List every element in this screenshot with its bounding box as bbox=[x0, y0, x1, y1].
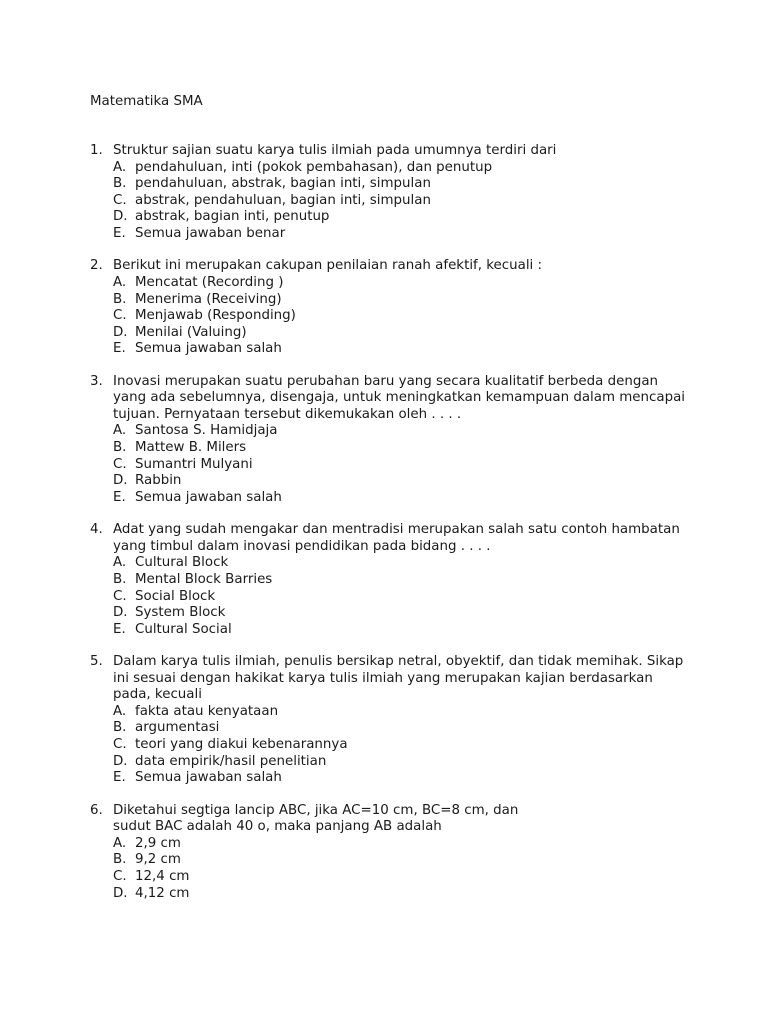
question-number: 4. bbox=[90, 522, 103, 538]
option-d bbox=[113, 325, 690, 342]
option-letter: B. bbox=[113, 852, 127, 868]
option-text: teori yang diakui kebenarannya bbox=[135, 737, 348, 753]
option-e bbox=[113, 490, 690, 507]
option-letter: B. bbox=[113, 720, 127, 736]
question-text bbox=[113, 803, 690, 836]
question-5 bbox=[90, 654, 690, 786]
option-letter: E. bbox=[113, 225, 126, 241]
question-header bbox=[90, 143, 690, 160]
option-letter: C. bbox=[113, 869, 127, 885]
option-c bbox=[113, 589, 690, 606]
option-text: 9,2 cm bbox=[135, 852, 181, 868]
option-list bbox=[90, 836, 690, 902]
question-1 bbox=[90, 143, 690, 242]
option-letter: C. bbox=[113, 456, 127, 472]
option-letter: D. bbox=[113, 605, 128, 621]
option-text: Social Block bbox=[135, 588, 216, 604]
option-letter: E. bbox=[113, 770, 126, 786]
question-text: Inovasi merupakan suatu perubahan baru yang secara kualitatif berbeda dengan yang ada sebelumnya, disengaja, untuk meningkatkan kemampuan dalam mencapai tujuan. Pernyataan tersebut dikemukakan oleh . . . . bbox=[113, 373, 686, 422]
option-text: abstrak, pendahuluan, bagian inti, simpulan bbox=[135, 192, 431, 208]
option-text: pendahuluan, abstrak, bagian inti, simpulan bbox=[135, 176, 431, 192]
option-a bbox=[113, 160, 690, 177]
question-3 bbox=[90, 374, 690, 506]
option-letter: B. bbox=[113, 176, 127, 192]
option-letter: B. bbox=[113, 440, 127, 456]
option-letter: C. bbox=[113, 308, 127, 324]
option-text: Sumantri Mulyani bbox=[135, 456, 253, 472]
option-letter: D. bbox=[113, 753, 128, 769]
option-text: System Block bbox=[135, 605, 226, 621]
option-b bbox=[113, 572, 690, 589]
option-letter: E. bbox=[113, 621, 126, 637]
option-letter: D. bbox=[113, 209, 128, 225]
option-text: Cultural Social bbox=[135, 621, 232, 637]
option-letter: D. bbox=[113, 473, 128, 489]
question-text-line: Diketahui segtiga lancip ABC, jika AC=10 cm, BC=8 cm, dan bbox=[113, 802, 519, 818]
question-text: Dalam karya tulis ilmiah, penulis bersikap netral, obyektif, dan tidak memihak. Sikap ini sesuai dengan hakikat karya tulis ilmiah yang merupakan kajian berdasarkan pada, kecuali bbox=[113, 654, 684, 703]
option-c bbox=[113, 457, 690, 474]
option-text: Mattew B. Milers bbox=[135, 440, 247, 456]
option-a bbox=[113, 275, 690, 292]
option-text: Menjawab (Responding) bbox=[135, 308, 296, 324]
document-title: Matematika SMA bbox=[90, 94, 203, 109]
option-a bbox=[113, 704, 690, 721]
option-text: abstrak, bagian inti, penutup bbox=[135, 209, 330, 225]
question-text: Adat yang sudah mengakar dan mentradisi merupakan salah satu contoh hambatan yang timbul dalam inovasi pendidikan pada bidang . . . . bbox=[113, 522, 680, 554]
question-header bbox=[90, 258, 690, 275]
option-letter: A. bbox=[113, 274, 127, 290]
option-text: Menilai (Valuing) bbox=[135, 324, 247, 340]
option-d bbox=[113, 754, 690, 771]
option-a bbox=[113, 423, 690, 440]
question-number: 5. bbox=[90, 654, 103, 670]
option-list bbox=[90, 160, 690, 243]
option-letter: A. bbox=[113, 159, 127, 175]
option-letter: B. bbox=[113, 291, 127, 307]
option-letter: A. bbox=[113, 835, 127, 851]
question-text-line: sudut BAC adalah 40 o, maka panjang AB adalah bbox=[113, 819, 442, 835]
document-page bbox=[90, 93, 690, 918]
option-letter: A. bbox=[113, 423, 127, 439]
question-number: 6. bbox=[90, 802, 103, 818]
option-c bbox=[113, 737, 690, 754]
option-d bbox=[113, 605, 690, 622]
option-letter: E. bbox=[113, 489, 126, 505]
option-text: Semua jawaban benar bbox=[135, 225, 286, 241]
option-text: argumentasi bbox=[135, 720, 220, 736]
question-header bbox=[90, 803, 690, 836]
option-letter: D. bbox=[113, 324, 128, 340]
question-text: Berikut ini merupakan cakupan penilaian ranah afektif, kecuali : bbox=[113, 258, 543, 274]
option-letter: B. bbox=[113, 572, 127, 587]
option-letter: C. bbox=[113, 588, 127, 604]
option-text: 12,4 cm bbox=[135, 869, 190, 885]
question-number: 3. bbox=[90, 373, 103, 389]
option-e bbox=[113, 226, 690, 243]
question-header bbox=[90, 522, 690, 555]
option-letter: A. bbox=[113, 555, 127, 571]
option-list bbox=[90, 275, 690, 358]
option-text: Mencatat (Recording ) bbox=[135, 274, 284, 290]
option-a bbox=[113, 555, 690, 572]
question-text: Struktur sajian suatu karya tulis ilmiah pada umumnya terdiri dari bbox=[113, 143, 557, 158]
option-text: 4,12 cm bbox=[135, 885, 190, 901]
question-header bbox=[90, 654, 690, 704]
option-c bbox=[113, 193, 690, 210]
option-b bbox=[113, 852, 690, 869]
option-letter: C. bbox=[113, 192, 127, 208]
option-d bbox=[113, 886, 690, 903]
option-text: Semua jawaban salah bbox=[135, 341, 282, 357]
option-b bbox=[113, 292, 690, 309]
option-a bbox=[113, 836, 690, 853]
option-letter: E. bbox=[113, 341, 126, 357]
question-header bbox=[90, 374, 690, 424]
option-c bbox=[113, 869, 690, 886]
option-d bbox=[113, 209, 690, 226]
question-4 bbox=[90, 522, 690, 638]
option-text: Santosa S. Hamidjaja bbox=[135, 423, 278, 439]
question-list bbox=[90, 143, 690, 902]
option-b bbox=[113, 720, 690, 737]
option-list bbox=[90, 555, 690, 638]
question-6 bbox=[90, 803, 690, 902]
option-letter: A. bbox=[113, 703, 127, 719]
option-text: Rabbin bbox=[135, 473, 182, 489]
option-b bbox=[113, 440, 690, 457]
option-list bbox=[90, 704, 690, 787]
option-text: Menerima (Receiving) bbox=[135, 291, 282, 307]
option-text: pendahuluan, inti (pokok pembahasan), dan penutup bbox=[135, 159, 493, 175]
option-list bbox=[90, 423, 690, 506]
question-2 bbox=[90, 258, 690, 357]
option-text: Semua jawaban salah bbox=[135, 770, 282, 786]
question-number: 2. bbox=[90, 258, 103, 274]
option-d bbox=[113, 473, 690, 490]
option-c bbox=[113, 308, 690, 325]
option-text: Mental Block Barries bbox=[135, 572, 273, 587]
option-letter: C. bbox=[113, 737, 127, 753]
option-text: Semua jawaban salah bbox=[135, 489, 282, 505]
option-text: fakta atau kenyataan bbox=[135, 703, 279, 719]
option-e bbox=[113, 622, 690, 639]
option-text: 2,9 cm bbox=[135, 835, 181, 851]
option-text: Cultural Block bbox=[135, 555, 229, 571]
option-letter: D. bbox=[113, 885, 128, 901]
option-b bbox=[113, 176, 690, 193]
option-e bbox=[113, 770, 690, 787]
option-e bbox=[113, 341, 690, 358]
question-number: 1. bbox=[90, 143, 103, 158]
option-text: data empirik/hasil penelitian bbox=[135, 753, 327, 769]
